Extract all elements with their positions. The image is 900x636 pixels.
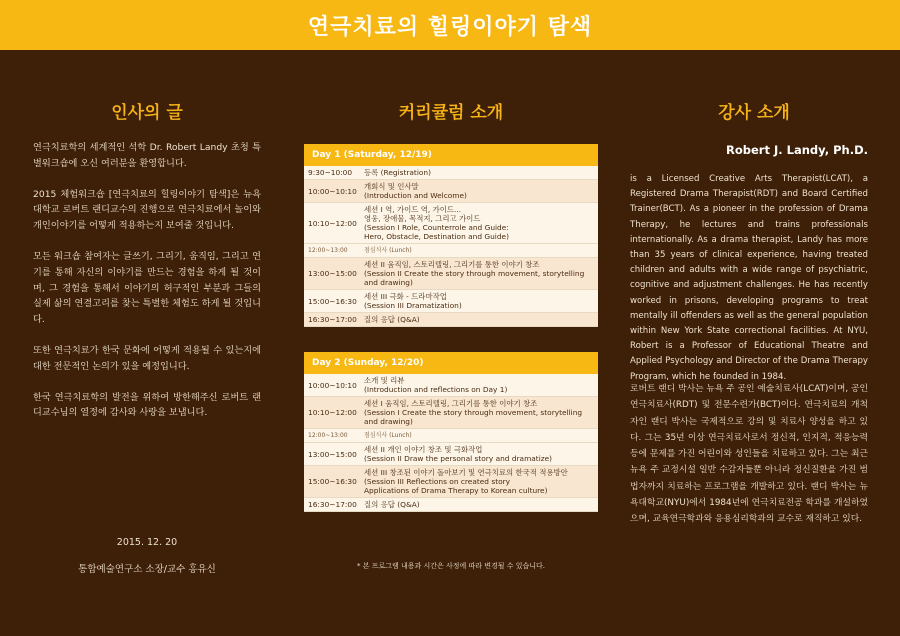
schedule-time: 15:00~16:30 xyxy=(308,477,357,486)
greeting-paragraph: 모든 워크숍 참여자는 글쓰기, 그리기, 움직임, 그리고 연기를 통해 자신의 이야기를 만드는 경험을 하게 될 것이며, 그 경험을 통해서 이야기의 허구적인 부분과 그들의 실제 삶의 연결고리를 찾는 특별한 체험도 하게 될 것입니다. xyxy=(33,250,261,326)
schedule-time: 9:30~10:00 xyxy=(308,168,353,177)
schedule-row xyxy=(304,244,598,258)
day2-schedule xyxy=(304,352,598,512)
schedule-time: 12:00~13:00 xyxy=(308,432,348,439)
schedule-time: 10:10~12:00 xyxy=(308,408,357,417)
schedule-row xyxy=(304,290,598,313)
greeting-paragraph: 2015 체험워크숍 [연극치료의 힐링이야기 탐색]은 뉴욕대학교 로버트 랜디교수의 진행으로 연극치료에서 놀이와 개인이야기를 어떻게 적용하는지 보여줄 것입니다. xyxy=(33,188,261,232)
day1-schedule xyxy=(304,144,598,327)
day1-heading: Day 1 (Saturday, 12/19) xyxy=(304,144,598,166)
schedule-time: 10:10~12:00 xyxy=(308,218,357,228)
greeting-paragraph: 한국 연극치료학의 발전을 위하여 방한해주신 로버트 랜디교수님의 열정에 감사와 사랑을 보냅니다. xyxy=(33,391,261,419)
schedule-time: 16:30~17:00 xyxy=(308,315,357,324)
lecturer-title: 강사 소개 xyxy=(718,103,790,123)
schedule-description: 질의 응답 (Q&A) xyxy=(364,315,420,324)
schedule-row xyxy=(304,429,598,443)
schedule-time: 10:00~10:10 xyxy=(308,186,357,196)
schedule-row xyxy=(304,313,598,327)
day2-rows xyxy=(304,374,598,512)
greeting-paragraph: 연극치료학의 세계적인 석학 Dr. Robert Landy 초청 특별워크숍에 오신 여러분을 환영합니다. xyxy=(33,142,261,169)
schedule-row xyxy=(304,466,598,498)
schedule-description: 소개 및 리뷰 (Introduction and reflections on Day 1) xyxy=(364,376,508,394)
schedule-description: 등록 (Registration) xyxy=(364,168,431,177)
title-bar xyxy=(0,0,900,50)
lecturer-bio-ko: 로버트 랜디 박사는 뉴욕 주 공인 예술치료사(LCAT)이며, 공인 연극치료사(RDT) 및 전문수련가(BCT)이다. 연극치료의 개척자인 랜디 박사는 국제적으로 강의 및 치료사 양성을 하고 있다. 그는 35년 이상 연극치료사로서 정신적, 인지적, 적응능력 등에 문제를 가진 어린이와 성인들을 치료하고 있다. 그는 최근 뉴욕 주 교정시설 일반 수감자들뿐 아니라 정신질환을 가진 범법자까지 치료하는 프로그램을 개발하고 있다. 랜디 박사는 뉴욕대학교(NYU)에서 1984년에 연극치료전공 학과를 개설하였으며, 교육연극학과와 응용심리학과의 교수로 재직하고 있다. xyxy=(630,384,868,525)
schedule-time: 13:00~15:00 xyxy=(308,269,357,278)
schedule-row xyxy=(304,443,598,466)
greeting-paragraph: 또한 연극치료가 한국 문화에 어떻게 적용될 수 있는지에 대한 전문적인 논의가 있을 예정입니다. xyxy=(33,344,261,372)
schedule-description: 점심식사 (Lunch) xyxy=(364,432,412,439)
lecturer-name: Robert J. Landy, Ph.D. xyxy=(726,143,868,157)
schedule-time: 10:00~10:10 xyxy=(308,380,357,390)
schedule-time: 12:00~13:00 xyxy=(308,247,348,254)
curriculum-title: 커리큘럼 소개 xyxy=(398,103,504,123)
schedule-time: 15:00~16:30 xyxy=(308,296,357,306)
schedule-description: 개회식 및 인사말 (Introduction and Welcome) xyxy=(364,182,467,200)
schedule-time: 13:00~15:00 xyxy=(308,449,357,459)
greeting-body xyxy=(33,140,261,436)
schedule-description: 세션 II 움직임, 스토리텔링, 그리기를 통한 이야기 창조 (Session II Create the story through movement, storytelling and drawing) xyxy=(364,260,585,287)
page-title: 연극치료의 힐링이야기 탐색 xyxy=(307,14,593,40)
day2-heading: Day 2 (Sunday, 12/20) xyxy=(304,352,598,374)
greeting-title: 인사의 글 xyxy=(111,103,183,123)
schedule-row xyxy=(304,397,598,429)
greeting-signature: 통합예술연구소 소장/교수 홍유신 xyxy=(78,564,216,575)
schedule-description: 세션 II 개인 이야기 창조 및 극화작업 (Session II Draw the personal story and dramatize) xyxy=(364,445,553,463)
schedule-description: 세션 III 창조된 이야기 돌아보기 및 연극치료의 한국적 적용방안 (Session III Reflections on created story Applications of Drama Therapy to Korean culture) xyxy=(364,468,568,495)
schedule-description: 세션 I 움직임, 스토리텔링, 그리기를 통한 이야기 창조 (Session I Create the story through movement, storytelling and drawing) xyxy=(364,399,583,426)
schedule-row xyxy=(304,180,598,203)
schedule-description: 질의 응답 (Q&A) xyxy=(364,500,420,509)
lecturer-bio-en: is a Licensed Creative Arts Therapist(LCAT), a Registered Drama Therapist(RDT) and Board Certified Trainer(BCT). As a pioneer in the profession of Drama Therapy, he lectures and trains professionals internationally. As a drama therapist, Landy has more than 35 years of clinical experience, having treated children and adults with a wide range of psychiatric, cognitive and adjustment challenges. He has recently worked in prisons, developing programs to treat mentally ill offenders as well as the general population within New York State correctional facilities. At NYU, Robert is a Professor of Educational Theatre and Applied Psychology and Director of the Drama Therapy Program, which he founded in 1984. xyxy=(630,174,868,382)
schedule-description: 세션 I 역, 가이드 역, 가이드... 영웅, 장애물, 목적지, 그리고 가이드 (Session I Role, Counterrole and Guide: Hero, Obstacle, Destination and Guide) xyxy=(364,205,509,241)
schedule-note: * 본 프로그램 내용과 시간은 사정에 따라 변경될 수 있습니다. xyxy=(356,562,546,570)
day1-rows xyxy=(304,166,598,327)
schedule-description: 세션 III 극화 - 드라마작업 (Session III Dramatization) xyxy=(364,292,462,310)
greeting-date: 2015. 12. 20 xyxy=(116,537,178,548)
schedule-row xyxy=(304,374,598,397)
schedule-row xyxy=(304,258,598,290)
schedule-row xyxy=(304,498,598,512)
schedule-row xyxy=(304,166,598,180)
schedule-description: 점심식사 (Lunch) xyxy=(364,247,412,254)
schedule-row xyxy=(304,203,598,244)
schedule-time: 16:30~17:00 xyxy=(308,500,357,509)
